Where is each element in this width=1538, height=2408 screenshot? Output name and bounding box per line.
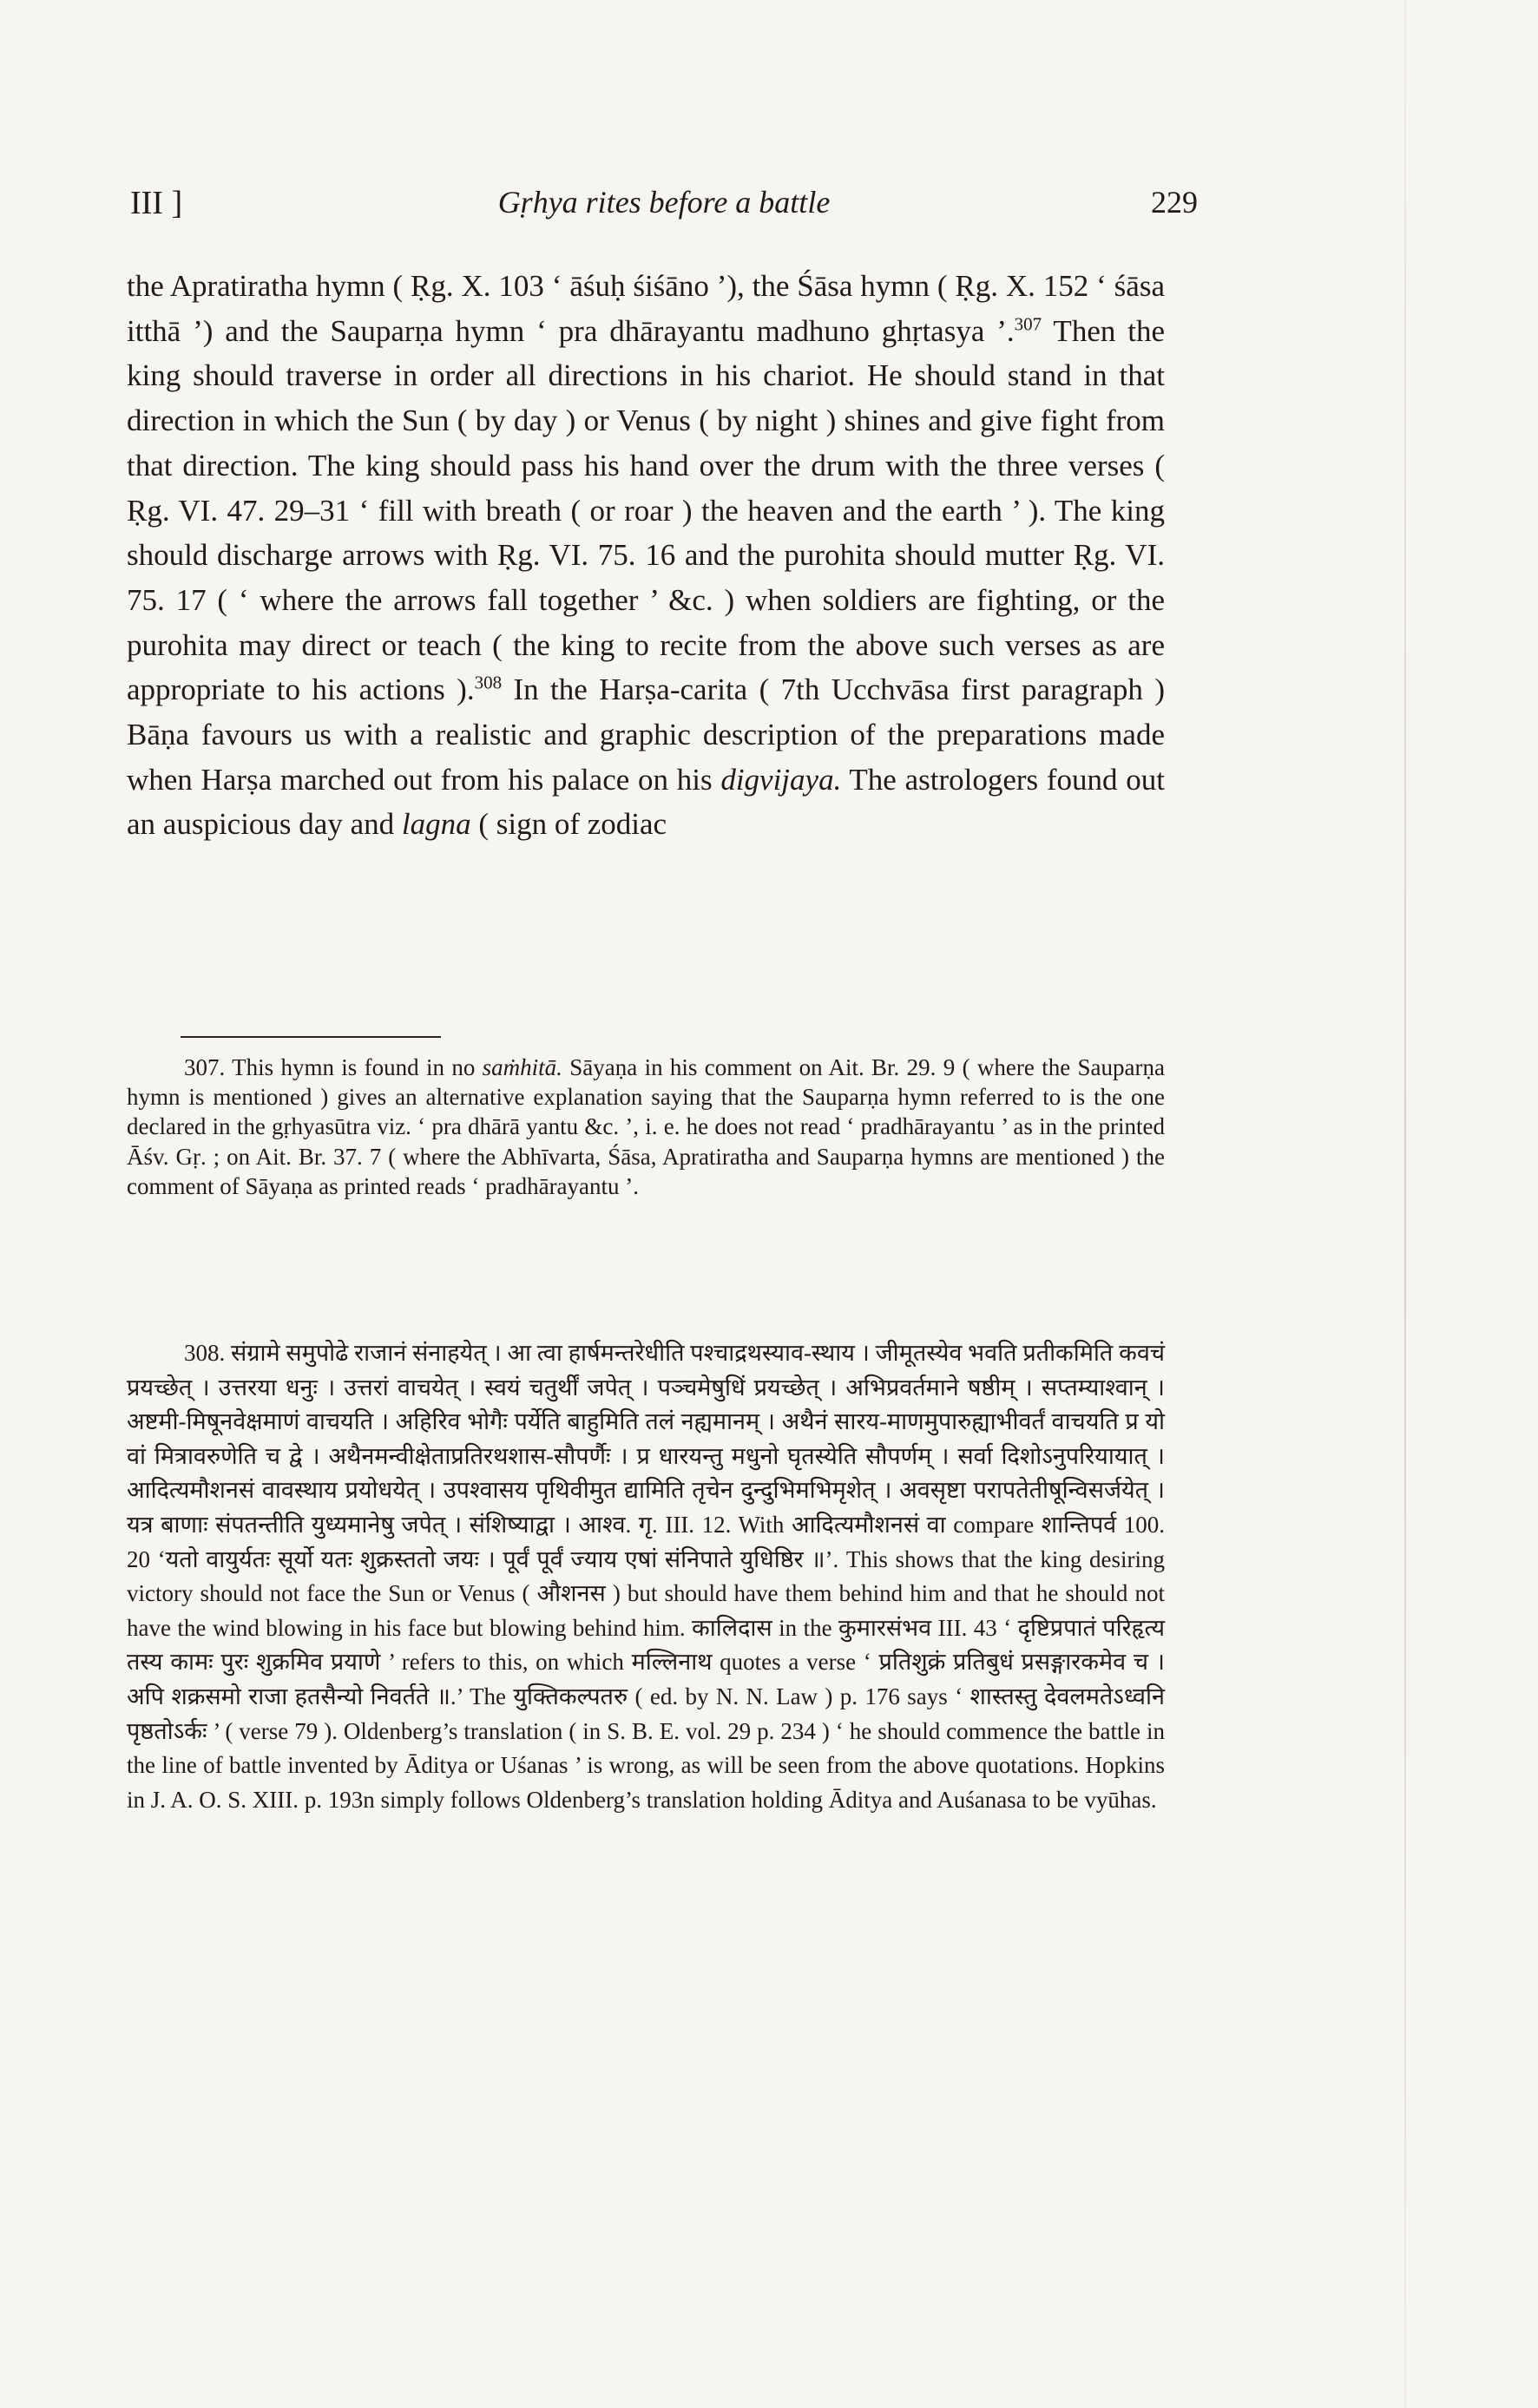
main-text-part-3: In the Harṣa-carita ( 7th Ucchvāsa first paragraph ) Bāṇa favours us with a realistic and graphic description of the preparations made when Harṣa marched out from his palace on his — [127, 673, 1165, 797]
footnote-307 — [127, 1053, 1165, 1201]
page-title: Gṛhya rites before a battle — [497, 185, 831, 220]
page-edge-line — [1404, 0, 1406, 2408]
page-number: 229 — [1151, 185, 1198, 220]
footnote-number: 307. — [184, 1054, 226, 1080]
footnote-ref-307: 307 — [1014, 313, 1042, 335]
footnote-text: संग्रामे समुपोढे राजानं संनाहयेत् । आ त्वा हार्षमन्तरेधीति पश्चाद्रथस्याव-स्थाय । जीमूतस्येव भवति प्रतीकमिति कवचं प्रयच्छेत् । उत्तरया धनुः । उत्तरां वाचयेत् । स्वयं चतुर्थीं जपेत् । पञ्चमेषुधिं प्रयच्छेत् । अभिप्रवर्तमाने षष्ठीम् । सप्तम्याश्वान् । अष्टमी-मिषूनवेक्षमाणं वाचयति । अहिरिव भोगैः पर्येति बाहुमिति तलं नह्यमानम् । अथैनं सारय-माणमुपारुह्याभीवर्तं वाचयति प्र यो वां मित्रावरुणेति च द्वे । अथैनमन्वीक्षेताप्रतिरथशास-सौपर्णैः । प्र धारयन्तु मधुनो घृतस्येति सौपर्णम् । सर्वा दिशोऽनुपरियायात् । आदित्यमौशनसं वावस्थाय प्रयोधयेत् । उपश्वासय पृथिवीमुत द्यामिति तृचेन दुन्दुभिमभिमृशेत् । अवसृष्टा परापतेतीषून्विसर्जयेत् । यत्र बाणाः संपतन्तीति युध्यमानेषु जपेत् । संशिष्याद्वा । आश्व. गृ. III. 12. With आदित्यमौशनसं वा compare शान्तिपर्व 100. 20 ‘यतो वायुर्यतः सूर्यो यतः शुक्रस्ततो जयः । पूर्वं पूर्वं ज्याय एषां संनिपाते युधिष्ठिर ॥’. This shows that the king desiring victory should not face the Sun or Venus ( औशनस ) but should have them behind him and that he should not have the wind blowing in his face but blowing behind him. कालिदास in the कुमारसंभव III. 43 ‘ दृष्टिप्रपातं परिहृत्य तस्य कामः पुरः शुक्रमिव प्रयाणे ’ refers to this, on which मल्लिनाथ quotes a verse ‘ प्रतिशुक्रं प्रतिबुधं प्रसङ्गारकमेव च । अपि शक्रसमो राजा हतसैन्यो निवर्तते ॥.’ The युक्तिकल्पतरु ( ed. by N. N. Law ) p. 176 says ‘ शास्तस्तु देवलमतेऽध्वनि पृष्ठतोऽर्कः ’ ( verse 79 ). Oldenberg’s translation ( in S. B. E. vol. 29 p. 234 ) ‘ he should commence the battle in the line of battle invented by Āditya or Uśanas ’ is wrong, as will be seen from the above quotations. Hopkins in J. A. O. S. XIII. p. 193n simply follows Oldenberg’s translation holding Āditya and Auśanasa to be vyūhas. — [127, 1340, 1165, 1813]
main-paragraph — [127, 264, 1165, 847]
footnote-308 — [127, 1336, 1165, 1817]
chapter-number: III ] — [130, 185, 183, 221]
main-text-part-1: the Apratiratha hymn ( Ṛg. X. 103 ‘ āśuḥ śiśāno ’), the Śāsa hymn ( Ṛg. X. 152 ‘ śāsa itthā ’) and the Sauparṇa hymn ‘ pra dhārayantu madhuno ghṛtasya ’. — [127, 269, 1165, 348]
main-text-part-2: Then the king should traverse in order all directions in his chariot. He should stand in that direction in which the Sun ( by day ) or Venus ( by night ) shines and give fight from that direction. The king should pass his hand over the drum with the three verses ( Ṛg. VI. 47. 29–31 ‘ fill with breath ( or roar ) the heaven and the earth ’ ). The king should discharge arrows with Ṛg. VI. 75. 16 and the purohita should mutter Ṛg. VI. 75. 17 ( ‘ where the arrows fall together ’ &c. ) when soldiers are fighting, or the purohita may direct or teach ( the king to recite from the above such verses as are appropriate to his actions ). — [127, 313, 1166, 707]
footnote-rule — [181, 1036, 441, 1038]
italic-digvijaya: digvijaya. — [720, 762, 842, 797]
footnote-number: 308. — [184, 1340, 226, 1366]
main-text — [127, 264, 1165, 847]
footnote-text-a: This hymn is found in no — [225, 1054, 483, 1080]
footnote-ref-308: 308 — [474, 672, 503, 693]
italic-samhita: saṁhitā. — [482, 1054, 562, 1080]
main-text-part-5: ( sign of zodiac — [470, 807, 667, 842]
italic-lagna: lagna — [401, 807, 471, 842]
main-text-part-4: The astrologers found out an auspicious day and — [127, 762, 1165, 842]
footnote-text-b: Sāyaṇa in his comment on Ait. Br. 29. 9 ( where the Sauparṇa hymn is mentioned ) gives an alternative explanation saying that the Sauparṇa hymn referred to is the one declared in the gṛhyasūtra viz. ‘ pra dhārā yantu &c. ’, i. e. he does not read ‘ pradhārayantu ’ as in the printed Āśv. Gṛ. ; on Ait. Br. 37. 7 ( where the Abhīvarta, Śāsa, Apratiratha and Sauparṇa hymns are mentioned ) the comment of Sāyaṇa as printed reads ‘ pradhārayantu ’. — [127, 1054, 1165, 1199]
running-head — [130, 184, 1198, 236]
